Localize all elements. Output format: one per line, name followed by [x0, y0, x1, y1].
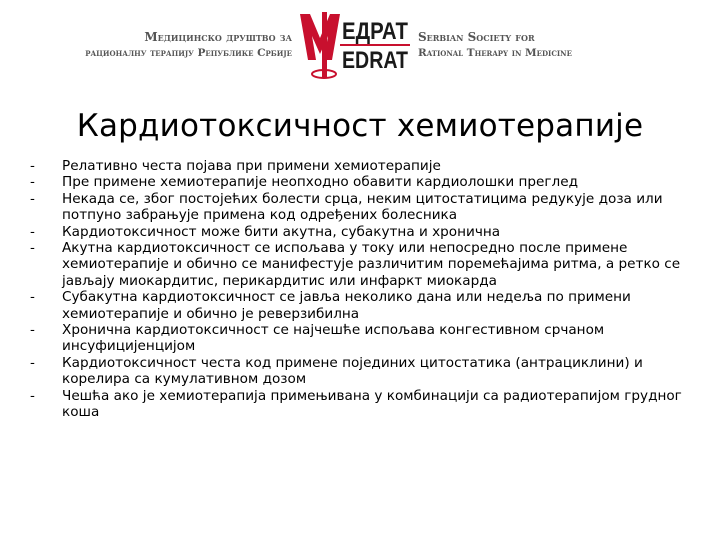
- bullet-item: - Чешћа ако је хемиотерапија примењивана у комбинацији са радиотерапијом грудног коша: [30, 388, 710, 421]
- bullet-item: - Хронична кардиотоксичност се најчешће испољава конгестивном срчаном инсуфицијенцијом: [30, 322, 710, 355]
- bullet-item: - Акутна кардиотоксичност се испољава у току или непосредно после примене хемиотерапије и обично се манифестује различитим поремећајима ритма, а ретко се јављају миокардитис, перикардитис или инфаркт миокарда: [30, 240, 710, 289]
- bullet-item: - Субакутна кардиотоксичност се јавља неколико дана или недеља по примени хемиотерапије и обично је реверзибилна: [30, 289, 710, 322]
- society-name-line2: рационалну терапију Републике Србије: [85, 47, 292, 59]
- header: [0, 0, 720, 100]
- medrat-logo: [296, 8, 412, 82]
- society-name-english: [418, 28, 572, 62]
- bullet-item: - Релативно честа појава при примени хемиотерапије: [30, 158, 710, 174]
- logo-text-cyrillic: ЕДРАТ: [342, 18, 409, 45]
- society-name-line1: Медицинско друштво за: [144, 30, 292, 44]
- bullet-item: - Кардиотоксичност може бити акутна, субакутна и хронична: [30, 224, 710, 240]
- logo-text-latin: EDRAT: [342, 47, 409, 74]
- society-name-en-line2: Rational Therapy in Medicine: [418, 47, 572, 59]
- bullet-item: - Пре примене хемиотерапије неопходно обавити кардиолошки преглед: [30, 174, 710, 190]
- society-name-serbian: [85, 28, 292, 62]
- slide-title: Кардиотоксичност хемиотерапије: [76, 108, 644, 144]
- bullet-item: - Некада се, због постојећих болести срца, неким цитостатицима редукује доза или потпуно забрањује примена код одређених болесника: [30, 191, 710, 224]
- bullet-item: - Кардиотоксичност честа код примене појединих цитостатика (антрациклини) и корелира са кумулативном дозом: [30, 355, 710, 388]
- society-name-en-line1: Serbian Society for: [418, 30, 535, 44]
- bullet-list: [30, 158, 710, 421]
